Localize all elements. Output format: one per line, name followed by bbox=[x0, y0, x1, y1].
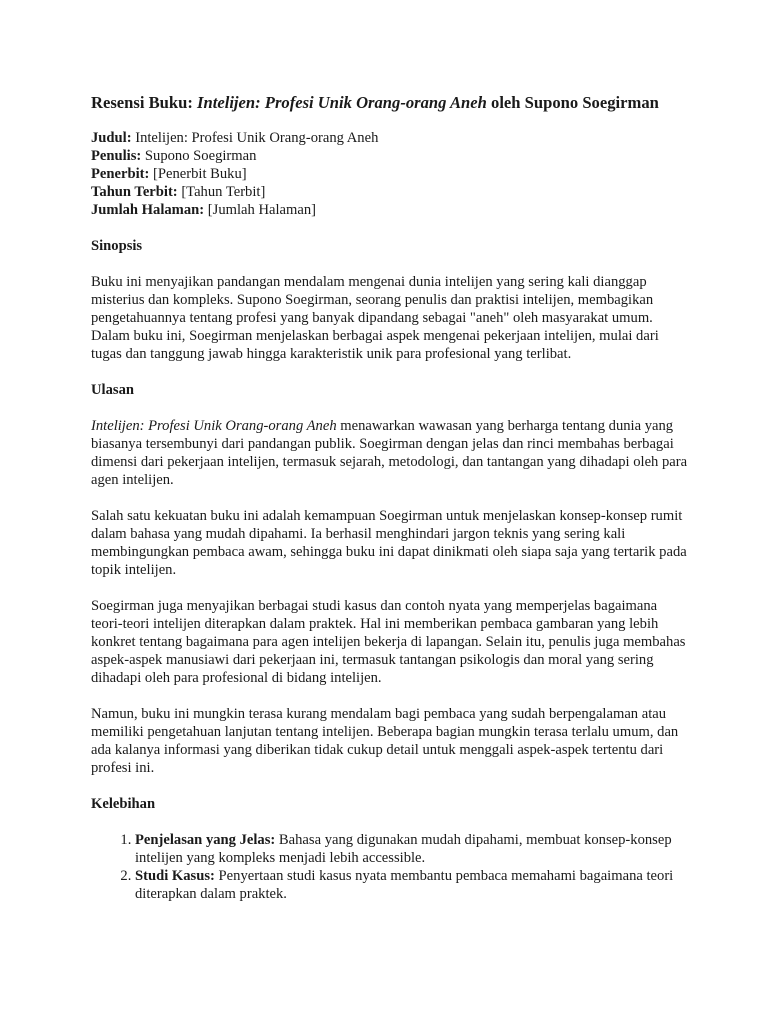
title-suffix: oleh Supono Soegirman bbox=[486, 93, 659, 112]
meta-value: [Tahun Terbit] bbox=[177, 184, 266, 200]
meta-jumlah-halaman bbox=[91, 201, 691, 219]
meta-judul bbox=[91, 129, 691, 147]
meta-label: Jumlah Halaman: bbox=[91, 202, 205, 218]
meta-penulis bbox=[91, 147, 691, 165]
meta-value: Intelijen: Profesi Unik Orang-orang Aneh bbox=[131, 130, 379, 146]
sinopsis-paragraph: Buku ini menyajikan pandangan mendalam mengenai dunia intelijen yang sering kali dianggap misterius dan kompleks. Supono Soegirman, seorang penulis dan praktisi intelijen, membagikan pengetahuannya tentang profesi yang banyak dipandang sebagai "aneh" oleh masyarakat umum. Dalam buku ini, Soegirman menjelaskan berbagai aspek mengenai pekerjaan intelijen, mulai dari tugas dan tanggung jawab hingga karakteristik unik para profesional yang terlibat. bbox=[91, 274, 659, 362]
ulasan-heading: Ulasan bbox=[91, 382, 134, 398]
meta-value: Supono Soegirman bbox=[141, 148, 257, 164]
title-prefix: Resensi Buku: bbox=[91, 93, 198, 112]
meta-label: Penerbit: bbox=[91, 166, 150, 182]
meta-penerbit bbox=[91, 165, 691, 183]
meta-value: [Jumlah Halaman] bbox=[204, 202, 316, 218]
book-metadata bbox=[91, 129, 691, 219]
list-item-label: Penjelasan yang Jelas: bbox=[135, 832, 276, 848]
ulasan-paragraph-1-text: menawarkan wawasan yang berharga tentang dunia yang biasanya tersembunyi dari pandangan publik. Soegirman dengan jelas dan rinci membahas berbagai dimensi dari pekerjaan intelijen, termasuk sejarah, metodologi, dan tantangan yang dihadapi oleh para agen intelijen. bbox=[91, 418, 688, 488]
ulasan-paragraph-4: Namun, buku ini mungkin terasa kurang mendalam bagi pembaca yang sudah berpengalaman atau memiliki pengetahuan lanjutan tentang intelijen. Beberapa bagian mungkin terasa terlalu umum, dan ada kalanya informasi yang diberikan tidak cukup detail untuk menggali aspek-aspek tertentu dari profesi ini. bbox=[91, 706, 679, 776]
list-item bbox=[135, 831, 691, 867]
kelebihan-list bbox=[91, 831, 691, 903]
kelebihan-heading: Kelebihan bbox=[91, 796, 156, 812]
list-item-text: Penyertaan studi kasus nyata membantu pembaca memahami bagaimana teori diterapkan dalam praktek. bbox=[135, 868, 674, 902]
list-item bbox=[135, 867, 691, 903]
document-title bbox=[91, 92, 691, 114]
ulasan-paragraph-1 bbox=[91, 417, 691, 489]
ulasan-paragraph-2: Salah satu kekuatan buku ini adalah kemampuan Soegirman untuk menjelaskan konsep-konsep rumit dalam bahasa yang mudah dipahami. Ia berhasil menghindari jargon teknis yang sering kali membingungkan pembaca awam, sehingga buku ini dapat dinikmati oleh siapa saja yang tertarik pada topik intelijen. bbox=[91, 508, 687, 578]
meta-label: Tahun Terbit: bbox=[91, 184, 178, 200]
ulasan-paragraph-3: Soegirman juga menyajikan berbagai studi kasus dan contoh nyata yang memperjelas bagaimana teori-teori intelijen diterapkan dalam praktek. Hal ini memberikan pembaca gambaran yang lebih konkret tentang bagaimana para agen intelijen bekerja di lapangan. Selain itu, penulis juga membahas aspek-aspek manusiawi dari pekerjaan ini, termasuk tantangan psikologis dan moral yang sering dihadapi oleh para profesional di bidang intelijen. bbox=[91, 598, 686, 686]
title-book-name: Intelijen: Profesi Unik Orang-orang Aneh bbox=[197, 93, 487, 112]
meta-value: [Penerbit Buku] bbox=[149, 166, 247, 182]
list-item-label: Studi Kasus: bbox=[135, 868, 215, 884]
document-page bbox=[91, 92, 691, 903]
sinopsis-heading: Sinopsis bbox=[91, 238, 143, 254]
meta-label: Penulis: bbox=[91, 148, 142, 164]
ulasan-book-title: Intelijen: Profesi Unik Orang-orang Aneh bbox=[91, 418, 337, 434]
meta-tahun-terbit bbox=[91, 183, 691, 201]
meta-label: Judul: bbox=[91, 130, 132, 146]
list-item-text: Bahasa yang digunakan mudah dipahami, membuat konsep-konsep intelijen yang kompleks menjadi lebih accessible. bbox=[135, 832, 672, 866]
